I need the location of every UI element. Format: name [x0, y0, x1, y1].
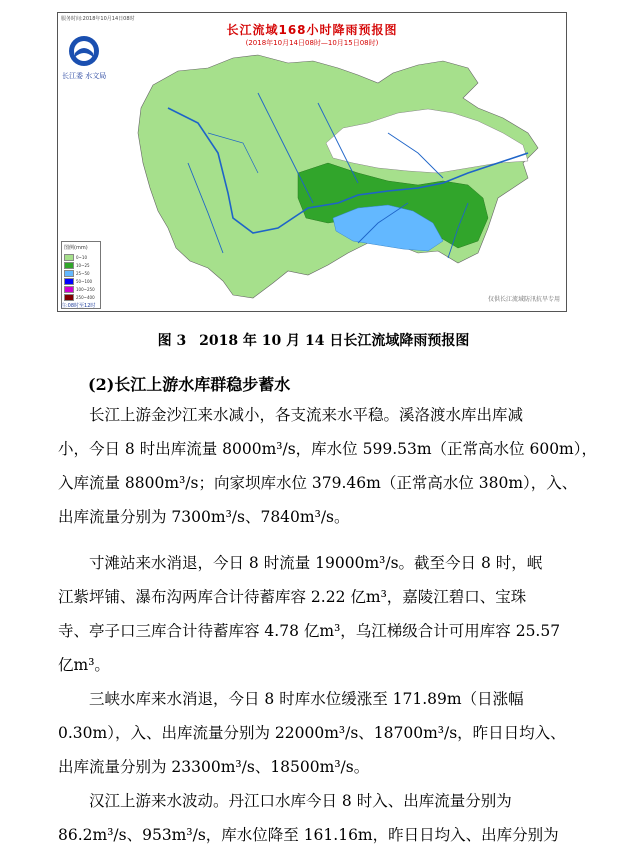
legend-swatch [64, 270, 74, 277]
map-usage-note: 仅供长江流域防汛抗旱专用 [487, 296, 560, 303]
legend-label: 100~250 [76, 286, 95, 292]
map-legend [61, 241, 101, 309]
figure-caption [0, 330, 627, 350]
legend-item [64, 277, 98, 285]
basin-map-graphic [58, 13, 567, 312]
paragraph-line: 三峡水库来水消退，今日 8 时库水位缓涨至 171.89m（日涨幅 [58, 690, 524, 708]
legend-item [64, 261, 98, 269]
legend-swatch [64, 278, 74, 285]
paragraph-line: 寺、亭子口三库合计待蓄库容 4.78 亿m³，乌江梯级合计可用库容 25.57 [58, 622, 561, 640]
legend-label: 50~100 [76, 278, 93, 284]
paragraph-line: 汉江上游来水波动。丹江口水库今日 8 时入、出库流量分别为 [58, 792, 512, 810]
paragraph-line: 寸滩站来水消退，今日 8 时流量 19000m³/s。截至今日 8 时，岷 [58, 554, 543, 572]
legend-label: 250~400 [76, 294, 95, 300]
legend-item [64, 269, 98, 277]
legend-swatch [64, 294, 74, 301]
legend-item [64, 293, 98, 301]
paragraph-line: 86.2m³/s、953m³/s，库水位降至 161.16m，昨日日均入、出库分别为 [58, 826, 559, 844]
legend-label: 0~10 [76, 254, 87, 260]
paragraph-upstream [58, 398, 597, 534]
paragraph-line: 亿m³。 [58, 656, 110, 674]
paragraph-line: 出库流量分别为 7300m³/s、7840m³/s。 [58, 508, 350, 526]
map-organization: 长江委 水文局 [62, 72, 107, 80]
legend-swatch [64, 254, 74, 261]
paragraph-line: 出库流量分别为 23300m³/s、18500m³/s。 [58, 758, 370, 776]
map-subtitle: (2018年10月14日08时—10月15日08时) [245, 39, 379, 47]
rainfall-forecast-map [57, 12, 567, 312]
legend-swatch [64, 262, 74, 269]
legend-label: 10~25 [76, 262, 90, 268]
paragraph-line: 0.30m），入、出库流量分别为 22000m³/s、18700m³/s，昨日日均入、 [58, 724, 566, 742]
legend-swatch [64, 286, 74, 293]
paragraph-line: 长江上游金沙江来水减小，各支流来水平稳。溪洛渡水库出库减 [58, 406, 524, 424]
figure-number: 图 3 [157, 333, 187, 349]
paragraph-hanjiang [58, 784, 568, 852]
map-service-time: 服务时间:2018年10月14日08时 [61, 16, 135, 22]
legend-title: 图例(mm) [64, 245, 88, 251]
section-heading: (2)长江上游水库群稳步蓄水 [88, 375, 291, 394]
paragraph-cuntan [58, 546, 568, 682]
legend-item [64, 253, 98, 261]
map-title: 长江流域168小时降雨预报图 [226, 23, 398, 37]
paragraph-line: 入库流量 8800m³/s；向家坝库水位 379.46m（正常高水位 380m），入、 [58, 474, 578, 492]
legend-item [64, 285, 98, 293]
map-note: 注:08时至12时 [61, 303, 96, 309]
paragraph-line: 江紫坪铺、瀑布沟两库合计待蓄库容 2.22 亿m³，嘉陵江碧口、宝珠 [58, 588, 527, 606]
paragraph-three-gorges [58, 682, 568, 784]
figure-caption-text: 2018 年 10 月 14 日长江流域降雨预报图 [199, 333, 470, 349]
legend-label: 25~50 [76, 270, 90, 276]
paragraph-line: 小，今日 8 时出库流量 8000m³/s，库水位 599.53m（正常高水位 600m）， [58, 440, 597, 458]
